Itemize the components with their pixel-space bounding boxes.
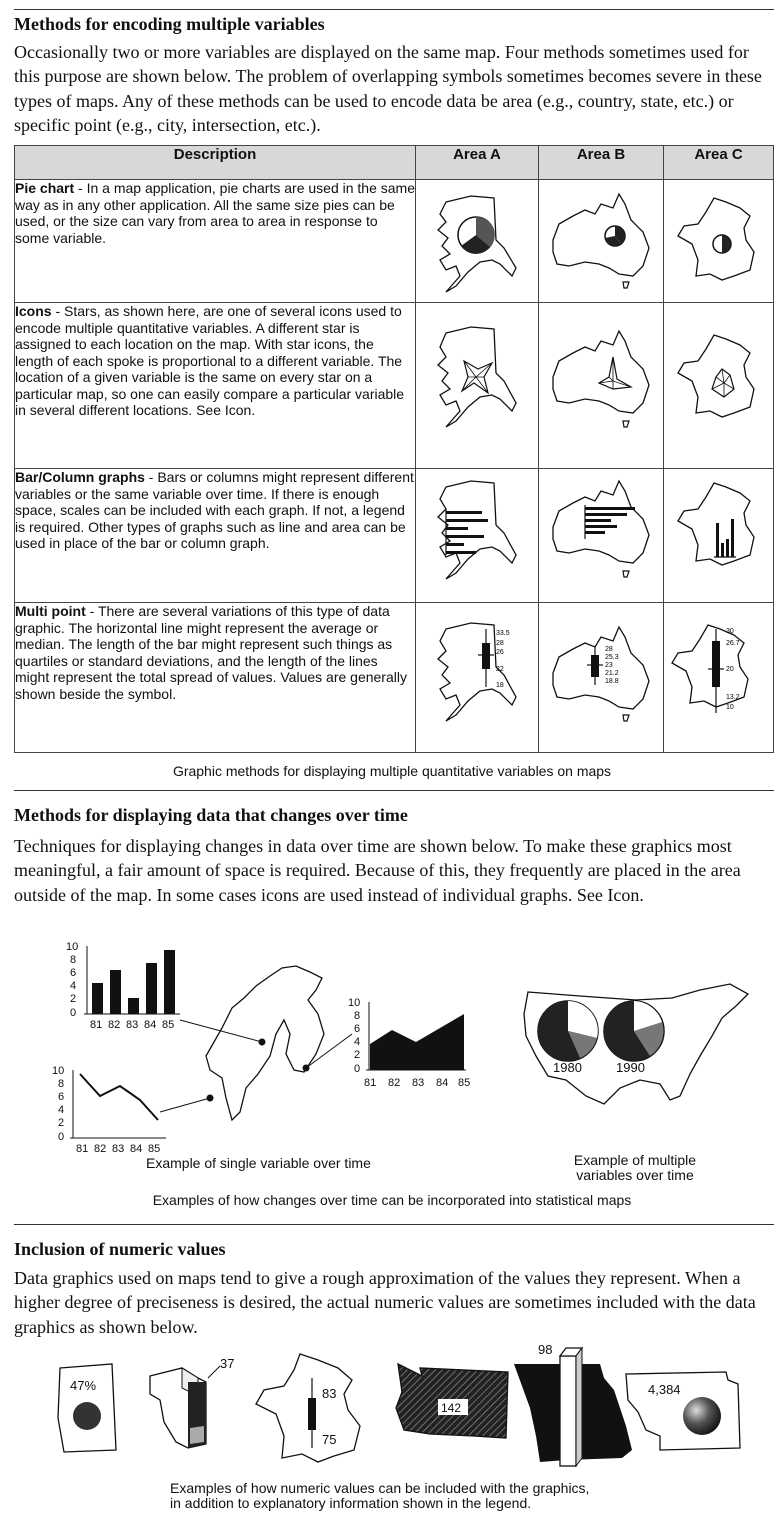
section1-caption: Graphic methods for displaying multiple quantitative variables on maps xyxy=(172,763,612,779)
y-tick: 10 xyxy=(52,1065,65,1077)
mp-c-value: 26.7 xyxy=(726,640,740,647)
row-text: - In a map application, pie charts are used in the same way as in any other application. All the same size pies can be used, or the size can vary from area to area in response to some variable. xyxy=(15,180,415,246)
row-description xyxy=(15,603,416,753)
mp-a-value: 22 xyxy=(496,666,504,673)
row-text: - Bars or columns might represent different variables or the same variable over time. If there is enough space, scales can be included with each graph. If not, a legend is required. Other types of graphs such as line and area can be used in place of the bar or column graph. xyxy=(15,469,414,551)
y-tick: 0 xyxy=(58,1131,65,1143)
y-tick: 8 xyxy=(58,1078,65,1090)
extruded-state-37 xyxy=(150,1356,234,1448)
y-tick: 10 xyxy=(66,941,79,953)
area-chart-over-time xyxy=(348,997,470,1089)
row-text: - Stars, as shown here, are one of several icons used to encode multiple quantitative variables. A different star is assigned to each location on the map. With star icons, the length of each spoke is proportional to a different variable. The location of a given variable is the same on every star on a particular map, so one can easily compare a particular variable in several different locations. See Icon. xyxy=(15,303,405,418)
y-tick: 2 xyxy=(58,1117,65,1129)
numeric-values-figure xyxy=(0,1338,784,1478)
map-alaska-star xyxy=(416,303,539,469)
section1-paragraph: Occasionally two or more variables are displayed on the same map. Four methods sometimes used for this purpose are shown below. The problem of overlapping symbols sometimes becomes severe in these types of maps. Any of these methods can be used to encode data be area (e.g., country, state, etc.) or specific point (e.g., city, intersection, etc.). xyxy=(14,42,762,135)
table-row xyxy=(15,180,774,303)
x-tick: 83 xyxy=(126,1019,139,1031)
header-description: Description xyxy=(15,146,416,180)
map-australia-bars xyxy=(539,469,664,603)
x-tick: 85 xyxy=(458,1077,471,1089)
x-tick: 84 xyxy=(130,1143,143,1155)
x-tick: 82 xyxy=(94,1143,107,1155)
usa-map-pies xyxy=(524,984,748,1104)
table-row xyxy=(15,303,774,469)
scandinavia-map xyxy=(160,966,352,1120)
bar-chart-over-time xyxy=(66,941,180,1031)
map-france-multipoint xyxy=(664,603,774,753)
section3-caption-line-1: Examples of how numeric values can be included with the graphics, xyxy=(170,1480,590,1496)
value-label: 75 xyxy=(322,1432,337,1447)
time-series-figure xyxy=(0,938,784,1178)
y-tick: 6 xyxy=(70,967,77,979)
map-australia-pie xyxy=(539,180,664,303)
map-alaska-multipoint xyxy=(416,603,539,753)
x-tick: 81 xyxy=(364,1077,377,1089)
x-tick: 85 xyxy=(162,1019,175,1031)
row-term: Bar/Column graphs xyxy=(15,469,145,485)
value-label: 83 xyxy=(322,1386,337,1401)
y-tick: 6 xyxy=(58,1091,65,1103)
x-tick: 83 xyxy=(412,1077,425,1089)
france-candlestick xyxy=(256,1354,360,1462)
x-tick: 84 xyxy=(436,1077,449,1089)
section2-caption: Examples of how changes over time can be incorporated into statistical maps xyxy=(152,1192,632,1208)
row-term: Icons xyxy=(15,303,52,319)
y-tick: 2 xyxy=(354,1049,361,1061)
caption-multiple-variables xyxy=(560,1153,710,1183)
y-tick: 4 xyxy=(354,1036,361,1048)
bar xyxy=(128,998,139,1014)
value-label: 37 xyxy=(220,1356,235,1371)
area-series xyxy=(370,1014,464,1070)
mp-c-value: 30 xyxy=(726,628,734,635)
section3-rule xyxy=(14,1224,774,1225)
map-france-pie xyxy=(664,180,774,303)
state-sphere-4384 xyxy=(626,1372,740,1450)
mp-c-value: 10 xyxy=(726,704,734,711)
y-tick: 0 xyxy=(70,1007,77,1019)
bar xyxy=(92,983,103,1014)
x-tick: 85 xyxy=(148,1143,161,1155)
top-rule xyxy=(14,9,774,10)
table-header-row xyxy=(15,146,774,180)
mp-a-value: 33.5 xyxy=(496,630,510,637)
mp-b-value: 18.8 xyxy=(605,678,619,685)
header-area-a: Area A xyxy=(416,146,539,180)
mp-b-value: 23 xyxy=(605,662,613,669)
map-france-star xyxy=(664,303,774,469)
y-tick: 4 xyxy=(70,980,77,992)
value-label: 98 xyxy=(538,1342,553,1357)
bar xyxy=(110,970,121,1014)
series-line xyxy=(80,1074,158,1120)
y-tick: 4 xyxy=(58,1104,65,1116)
map-alaska-pie xyxy=(416,180,539,303)
section3-paragraph: Data graphics used on maps tend to give a rough approximation of the values they represent. When a higher degree of preciseness is desired, the actual numeric values are sometimes included with the data graphics as shown below. xyxy=(14,1268,756,1337)
caption-multiple-line-2: variables over time xyxy=(576,1167,694,1183)
washington-hatched-142 xyxy=(396,1364,508,1438)
bar xyxy=(146,963,157,1014)
row-term: Multi point xyxy=(15,603,86,619)
header-area-c: Area C xyxy=(664,146,774,180)
row-term: Pie chart xyxy=(15,180,75,196)
map-australia-multipoint xyxy=(539,603,664,753)
x-tick: 81 xyxy=(76,1143,89,1155)
y-tick: 8 xyxy=(70,954,77,966)
map-alaska-bars xyxy=(416,469,539,603)
x-tick: 82 xyxy=(388,1077,401,1089)
caption-multiple-line-1: Example of multiple xyxy=(573,1152,697,1168)
mp-b-value: 21.2 xyxy=(605,670,619,677)
value-label: 142 xyxy=(441,1401,462,1415)
section2-rule xyxy=(14,790,774,791)
pie-label-1990: 1990 xyxy=(616,1060,645,1075)
row-description xyxy=(15,469,416,603)
missouri-column-98 xyxy=(514,1342,632,1466)
mp-b-value: 28 xyxy=(605,646,613,653)
section2-paragraph: Techniques for displaying changes in data over time are shown below. To make these graphics most meaningful, a fair amount of space is required. Because of this, they frequently are placed in the area outside of the map. In some cases icons are used instead of individual graphs. See Icon. xyxy=(14,836,741,905)
methods-table xyxy=(14,145,774,753)
value-label: 4,384 xyxy=(648,1382,681,1397)
bar xyxy=(164,950,175,1014)
x-tick: 83 xyxy=(112,1143,125,1155)
mp-c-value: 20 xyxy=(726,666,734,673)
y-tick: 6 xyxy=(354,1023,361,1035)
section3-caption xyxy=(170,1481,589,1511)
x-tick: 84 xyxy=(144,1019,157,1031)
mp-a-value: 26 xyxy=(496,649,504,656)
row-description xyxy=(15,180,416,303)
value-label: 47% xyxy=(70,1378,97,1393)
state-circle-47 xyxy=(58,1364,116,1452)
x-tick: 82 xyxy=(108,1019,121,1031)
y-tick: 0 xyxy=(354,1063,361,1075)
mp-a-value: 28 xyxy=(496,640,504,647)
mp-c-value: 13.2 xyxy=(726,694,740,701)
line-chart-over-time xyxy=(52,1065,166,1155)
pie-label-1980: 1980 xyxy=(553,1060,582,1075)
row-description xyxy=(15,303,416,469)
y-tick: 8 xyxy=(354,1010,361,1022)
row-text: - There are several variations of this type of data graphic. The horizontal line might represent the average or median. The length of the bar might represent such things as quartiles or standard deviations, and the length of the lines might represent the total spread of values. Values are generally shown beside the symbol. xyxy=(15,603,407,702)
x-tick: 81 xyxy=(90,1019,103,1031)
caption-single-variable: Example of single variable over time xyxy=(146,1155,371,1171)
y-tick: 2 xyxy=(70,993,77,1005)
y-tick: 10 xyxy=(348,997,361,1009)
header-area-b: Area B xyxy=(539,146,664,180)
map-australia-star xyxy=(539,303,664,469)
section2-title: Methods for displaying data that changes over time xyxy=(14,805,408,825)
mp-b-value: 25.3 xyxy=(605,654,619,661)
table-row xyxy=(15,469,774,603)
section3-title: Inclusion of numeric values xyxy=(14,1239,226,1259)
table-row xyxy=(15,603,774,753)
section1-title: Methods for encoding multiple variables xyxy=(14,14,325,34)
section3-caption-line-2: in addition to explanatory information shown in the legend. xyxy=(170,1495,532,1511)
map-france-columns xyxy=(664,469,774,603)
mp-a-value: 18 xyxy=(496,682,504,689)
